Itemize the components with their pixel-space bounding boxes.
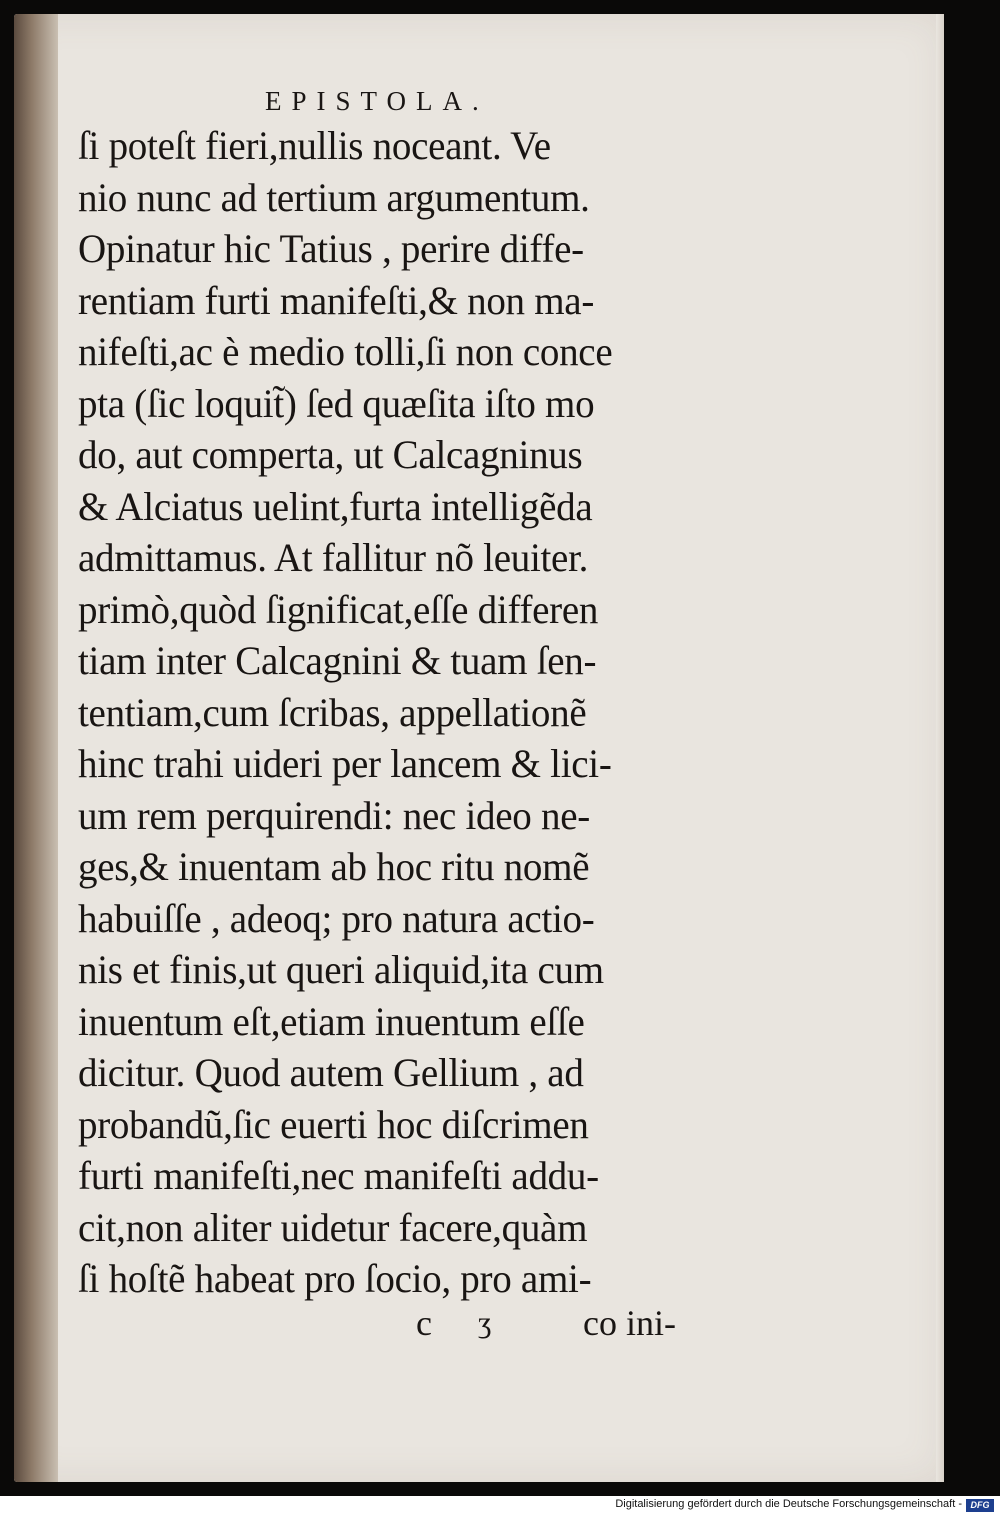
dfg-logo: DFG — [966, 1499, 994, 1512]
text-line: hinc trahi uideri per lancem & lici- — [78, 741, 612, 786]
text-line: um rem perquirendi: nec ideo ne- — [78, 792, 590, 838]
text-line: primò,quòd ſignificat,eſſe differen — [78, 586, 599, 632]
text-line: Opinatur hic Tatius , perire diffe- — [78, 226, 584, 271]
digitization-footer — [0, 1496, 1000, 1515]
text-line: pta (ſic loquit̃) ſed quæſita iſto mo — [78, 380, 595, 426]
text-line: inuentum eſt,etiam inuentum eſſe — [78, 998, 585, 1044]
text-line: dicitur. Quod autem Gellium , ad — [78, 1050, 584, 1095]
book-binding — [14, 14, 58, 1482]
text-line: admittamus. At fallitur nõ leuiter. — [78, 535, 589, 580]
footer-credit: Digitalisierung gefördert durch die Deutsche Forschungsgemeinschaft - — [615, 1498, 962, 1510]
text-line: ges,& inuentam ab hoc ritu nomẽ — [78, 844, 590, 889]
text-line: nifeſti,ac è medio tolli,ſi non conce — [78, 329, 613, 374]
text-line: nis et finis,ut queri aliquid,ita cum — [78, 947, 604, 992]
text-line: tiam inter Calcagnini & tuam ſen- — [78, 638, 597, 683]
text-line: cit,non aliter uidetur facere,quàm — [78, 1204, 588, 1250]
page-edge — [936, 14, 944, 1482]
text-line: ſi hoſtẽ habeat pro ſocio, pro ami- — [78, 1256, 592, 1301]
signature-ornament: ʒ — [478, 1306, 492, 1339]
text-line: furti manifeſti,nec manifeſti addu- — [78, 1153, 599, 1198]
text-line: ſi poteſt fieri,nullis noceant. Ve — [78, 123, 551, 168]
catchline — [0, 1298, 1000, 1348]
text-line: probandũ,ſic euerti hoc diſcrimen — [78, 1101, 589, 1147]
text-line: & Alciatus uelint,furta intelligẽda — [78, 483, 593, 529]
page-text — [78, 120, 698, 1305]
text-line: habuiſſe , adeoq; pro natura actio- — [78, 895, 595, 941]
text-line: do, aut comperta, ut Calcagninus — [78, 432, 583, 477]
signature-mark: c — [416, 1303, 432, 1343]
text-line: tentiam,cum ſcribas, appellationẽ — [78, 689, 587, 735]
text-line: rentiam furti manifeſti,& non ma- — [78, 277, 595, 323]
text-line: nio nunc ad tertium argumentum. — [78, 174, 590, 220]
catchword: co ini- — [583, 1303, 676, 1343]
running-head: EPISTOLA. — [265, 86, 489, 116]
